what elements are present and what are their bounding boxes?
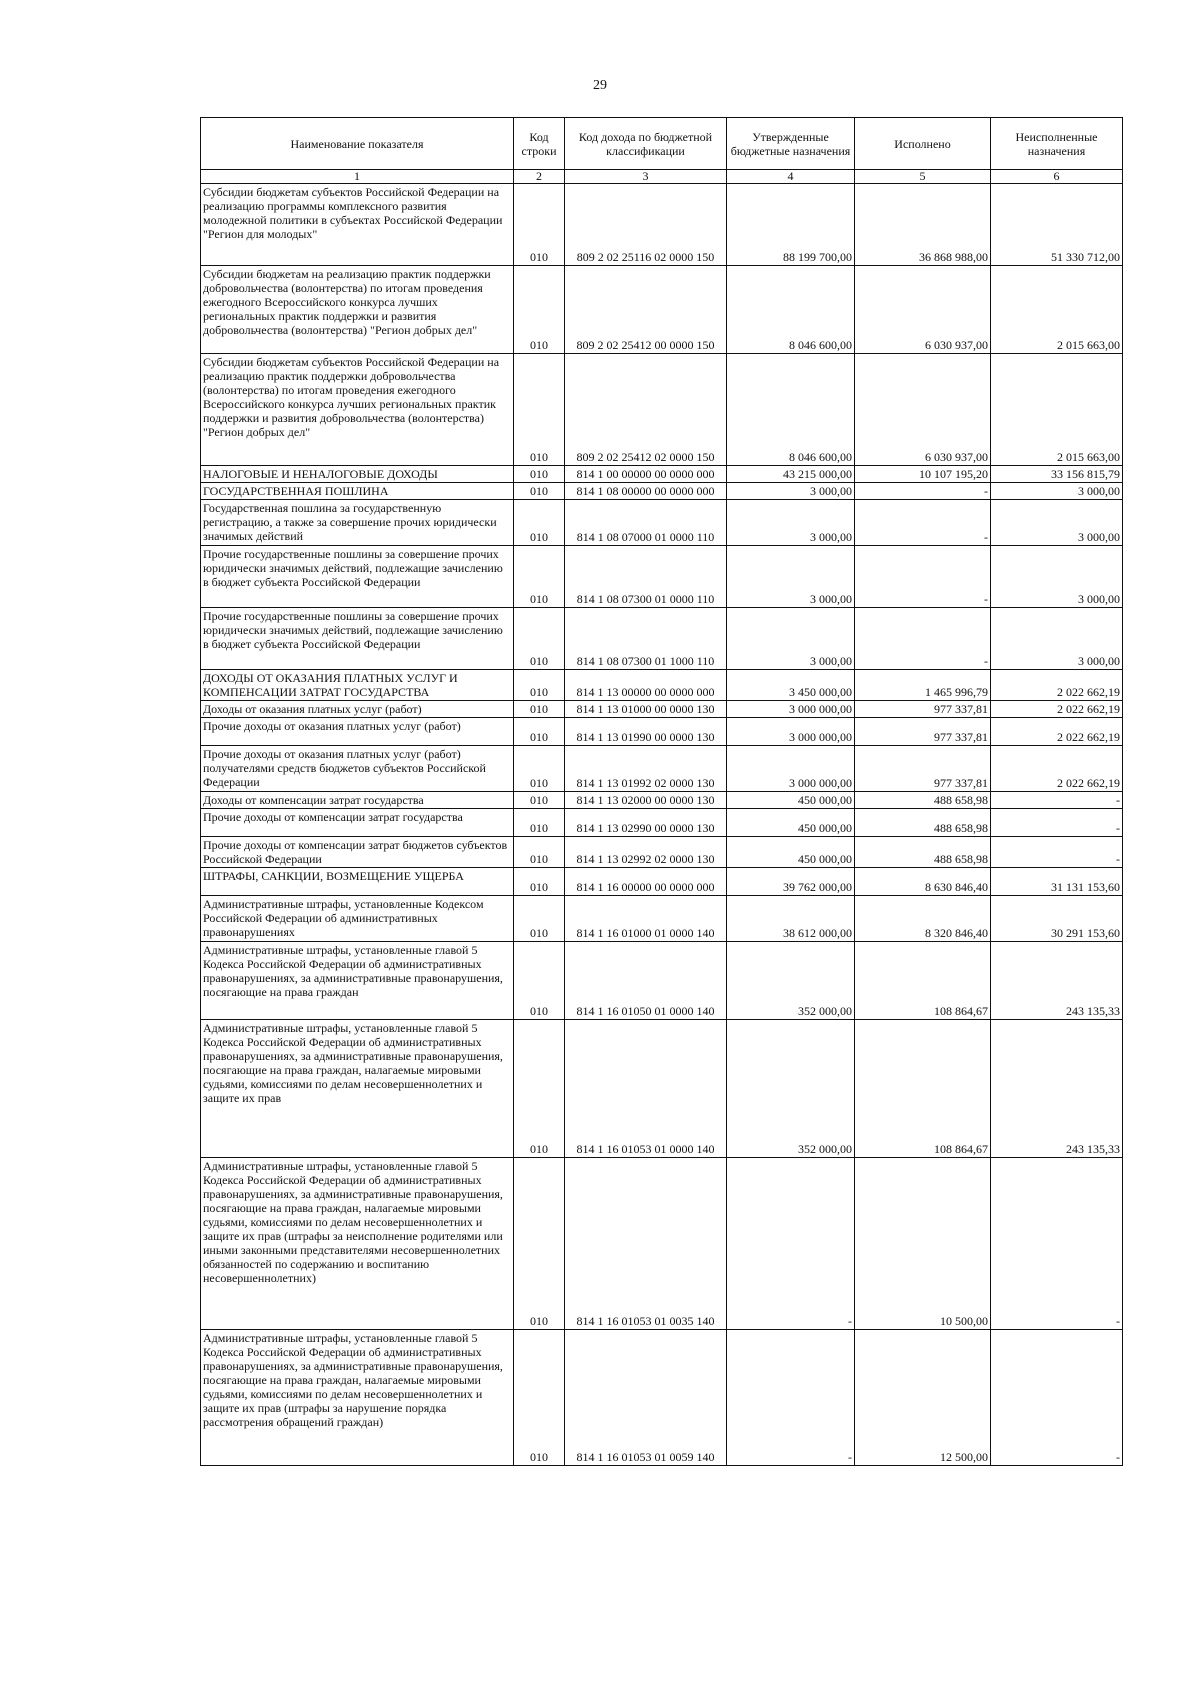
budget-classification-code: 814 1 08 07000 01 0000 110 <box>565 500 727 546</box>
column-number: 4 <box>727 170 855 184</box>
budget-classification-code: 814 1 16 01000 01 0000 140 <box>565 896 727 942</box>
indicator-name: Доходы от компенсации затрат государства <box>201 792 514 809</box>
indicator-name: Прочие государственные пошлины за совершение прочих юридически значимых действий, подлежащие зачислению в бюджет субъекта Российской Федерации <box>201 546 514 608</box>
budget-classification-code: 814 1 08 00000 00 0000 000 <box>565 483 727 500</box>
row-code: 010 <box>514 701 565 718</box>
row-code: 010 <box>514 837 565 868</box>
approved-amount: 39 762 000,00 <box>727 868 855 896</box>
approved-amount: 3 000 000,00 <box>727 701 855 718</box>
budget-classification-code: 814 1 13 00000 00 0000 000 <box>565 670 727 701</box>
executed-amount: - <box>855 483 991 500</box>
approved-amount: 43 215 000,00 <box>727 466 855 483</box>
unexecuted-amount: 2 022 662,19 <box>991 718 1123 746</box>
approved-amount: 3 000,00 <box>727 608 855 670</box>
executed-amount: 488 658,98 <box>855 792 991 809</box>
budget-classification-code: 814 1 16 01053 01 0059 140 <box>565 1330 727 1466</box>
table-row <box>201 746 1123 792</box>
executed-amount: 1 465 996,79 <box>855 670 991 701</box>
table-row <box>201 809 1123 837</box>
approved-amount: 8 046 600,00 <box>727 266 855 354</box>
row-code: 010 <box>514 809 565 837</box>
header-cell: Исполнено <box>855 118 991 170</box>
approved-amount: 450 000,00 <box>727 809 855 837</box>
indicator-name: Административные штрафы, установленные Кодексом Российской Федерации об административных правонарушениях <box>201 896 514 942</box>
row-code: 010 <box>514 184 565 266</box>
executed-amount: 488 658,98 <box>855 837 991 868</box>
indicator-name: ШТРАФЫ, САНКЦИИ, ВОЗМЕЩЕНИЕ УЩЕРБА <box>201 868 514 896</box>
executed-amount: - <box>855 608 991 670</box>
budget-classification-code: 814 1 16 01053 01 0035 140 <box>565 1158 727 1330</box>
executed-amount: 10 500,00 <box>855 1158 991 1330</box>
unexecuted-amount: 2 022 662,19 <box>991 746 1123 792</box>
row-code: 010 <box>514 670 565 701</box>
unexecuted-amount: 3 000,00 <box>991 500 1123 546</box>
row-code: 010 <box>514 466 565 483</box>
row-code: 010 <box>514 1158 565 1330</box>
unexecuted-amount: 2 022 662,19 <box>991 670 1123 701</box>
budget-classification-code: 809 2 02 25412 02 0000 150 <box>565 354 727 466</box>
table-row <box>201 1020 1123 1158</box>
table-row <box>201 608 1123 670</box>
approved-amount: 352 000,00 <box>727 942 855 1020</box>
row-code: 010 <box>514 896 565 942</box>
approved-amount: 88 199 700,00 <box>727 184 855 266</box>
table-body <box>201 184 1123 1466</box>
unexecuted-amount: 3 000,00 <box>991 483 1123 500</box>
row-code: 010 <box>514 942 565 1020</box>
row-code: 010 <box>514 608 565 670</box>
row-code: 010 <box>514 546 565 608</box>
column-number: 5 <box>855 170 991 184</box>
approved-amount: 3 000,00 <box>727 483 855 500</box>
executed-amount: 977 337,81 <box>855 701 991 718</box>
column-number: 1 <box>201 170 514 184</box>
executed-amount: - <box>855 500 991 546</box>
table-row <box>201 896 1123 942</box>
unexecuted-amount: - <box>991 809 1123 837</box>
executed-amount: 977 337,81 <box>855 746 991 792</box>
approved-amount: 3 450 000,00 <box>727 670 855 701</box>
unexecuted-amount: - <box>991 1330 1123 1466</box>
indicator-name: Административные штрафы, установленные главой 5 Кодекса Российской Федерации об административных правонарушениях, за административные правонарушения, посягающие на права граждан, налагаемые мировыми судьями, комиссиями по делам несовершеннолетних и защите их прав <box>201 1020 514 1158</box>
indicator-name: ДОХОДЫ ОТ ОКАЗАНИЯ ПЛАТНЫХ УСЛУГ И КОМПЕНСАЦИИ ЗАТРАТ ГОСУДАРСТВА <box>201 670 514 701</box>
budget-classification-code: 814 1 13 01000 00 0000 130 <box>565 701 727 718</box>
indicator-name: Административные штрафы, установленные главой 5 Кодекса Российской Федерации об административных правонарушениях, за административные правонарушения, посягающие на права граждан, налагаемые мировыми судьями, комиссиями по делам несовершеннолетних и защите их прав (штрафы за неисполнение родителями или иными законными представителями несовершеннолетних обязанностей по содержанию и воспитанию несовершеннолетних) <box>201 1158 514 1330</box>
table-row <box>201 837 1123 868</box>
table-row <box>201 670 1123 701</box>
budget-classification-code: 814 1 16 01050 01 0000 140 <box>565 942 727 1020</box>
unexecuted-amount: 3 000,00 <box>991 546 1123 608</box>
approved-amount: 3 000,00 <box>727 500 855 546</box>
table-row <box>201 718 1123 746</box>
unexecuted-amount: - <box>991 837 1123 868</box>
row-code: 010 <box>514 266 565 354</box>
table-row <box>201 792 1123 809</box>
header-cell: Утвержденные бюджетные назначения <box>727 118 855 170</box>
indicator-name: ГОСУДАРСТВЕННАЯ ПОШЛИНА <box>201 483 514 500</box>
unexecuted-amount: 243 135,33 <box>991 1020 1123 1158</box>
approved-amount: - <box>727 1330 855 1466</box>
approved-amount: 3 000 000,00 <box>727 746 855 792</box>
budget-classification-code: 814 1 08 07300 01 0000 110 <box>565 546 727 608</box>
unexecuted-amount: 33 156 815,79 <box>991 466 1123 483</box>
approved-amount: 38 612 000,00 <box>727 896 855 942</box>
unexecuted-amount: 243 135,33 <box>991 942 1123 1020</box>
header-cell: Неисполненные назначения <box>991 118 1123 170</box>
approved-amount: 8 046 600,00 <box>727 354 855 466</box>
unexecuted-amount: - <box>991 1158 1123 1330</box>
row-code: 010 <box>514 483 565 500</box>
column-number: 3 <box>565 170 727 184</box>
header-cell: Код дохода по бюджетной классификации <box>565 118 727 170</box>
budget-classification-code: 814 1 13 02000 00 0000 130 <box>565 792 727 809</box>
row-code: 010 <box>514 746 565 792</box>
executed-amount: 8 320 846,40 <box>855 896 991 942</box>
unexecuted-amount: 3 000,00 <box>991 608 1123 670</box>
budget-classification-code: 814 1 13 01990 00 0000 130 <box>565 718 727 746</box>
table-row <box>201 546 1123 608</box>
table-row <box>201 184 1123 266</box>
budget-classification-code: 814 1 16 00000 00 0000 000 <box>565 868 727 896</box>
budget-classification-code: 814 1 00 00000 00 0000 000 <box>565 466 727 483</box>
budget-classification-code: 814 1 13 02990 00 0000 130 <box>565 809 727 837</box>
header-cell: Код строки <box>514 118 565 170</box>
table-row <box>201 266 1123 354</box>
row-code: 010 <box>514 1330 565 1466</box>
unexecuted-amount: 51 330 712,00 <box>991 184 1123 266</box>
table-row <box>201 466 1123 483</box>
approved-amount: 450 000,00 <box>727 792 855 809</box>
column-number-row <box>201 170 1123 184</box>
table-row <box>201 1330 1123 1466</box>
column-number: 6 <box>991 170 1123 184</box>
unexecuted-amount: - <box>991 792 1123 809</box>
budget-classification-code: 814 1 08 07300 01 1000 110 <box>565 608 727 670</box>
indicator-name: Субсидии бюджетам на реализацию практик поддержки добровольчества (волонтерства) по итогам проведения ежегодного Всероссийского конкурса лучших региональных практик поддержки и развития добровольчества (волонтерства) "Регион добрых дел" <box>201 266 514 354</box>
budget-classification-code: 809 2 02 25412 00 0000 150 <box>565 266 727 354</box>
indicator-name: Прочие доходы от оказания платных услуг (работ) получателями средств бюджетов субъектов Российской Федерации <box>201 746 514 792</box>
executed-amount: 8 630 846,40 <box>855 868 991 896</box>
budget-classification-code: 814 1 13 01992 02 0000 130 <box>565 746 727 792</box>
executed-amount: 108 864,67 <box>855 942 991 1020</box>
row-code: 010 <box>514 718 565 746</box>
budget-classification-code: 814 1 13 02992 02 0000 130 <box>565 837 727 868</box>
approved-amount: 3 000,00 <box>727 546 855 608</box>
indicator-name: Субсидии бюджетам субъектов Российской Федерации на реализацию программы комплексного развития молодежной политики в субъектах Российской Федерации "Регион для молодых" <box>201 184 514 266</box>
unexecuted-amount: 31 131 153,60 <box>991 868 1123 896</box>
header-row <box>201 118 1123 170</box>
column-number: 2 <box>514 170 565 184</box>
budget-classification-code: 814 1 16 01053 01 0000 140 <box>565 1020 727 1158</box>
indicator-name: Государственная пошлина за государственную регистрацию, а также за совершение прочих юридически значимых действий <box>201 500 514 546</box>
indicator-name: Прочие доходы от компенсации затрат государства <box>201 809 514 837</box>
budget-classification-code: 809 2 02 25116 02 0000 150 <box>565 184 727 266</box>
executed-amount: 108 864,67 <box>855 1020 991 1158</box>
approved-amount: 3 000 000,00 <box>727 718 855 746</box>
row-code: 010 <box>514 1020 565 1158</box>
row-code: 010 <box>514 354 565 466</box>
table-row <box>201 1158 1123 1330</box>
indicator-name: Прочие доходы от компенсации затрат бюджетов субъектов Российской Федерации <box>201 837 514 868</box>
executed-amount: 10 107 195,20 <box>855 466 991 483</box>
revenue-report-table <box>200 117 1123 1466</box>
approved-amount: 352 000,00 <box>727 1020 855 1158</box>
indicator-name: Административные штрафы, установленные главой 5 Кодекса Российской Федерации об административных правонарушениях, за административные правонарушения, посягающие на права граждан <box>201 942 514 1020</box>
executed-amount: 488 658,98 <box>855 809 991 837</box>
executed-amount: 36 868 988,00 <box>855 184 991 266</box>
table-row <box>201 354 1123 466</box>
table-row <box>201 868 1123 896</box>
indicator-name: Прочие доходы от оказания платных услуг (работ) <box>201 718 514 746</box>
indicator-name: Прочие государственные пошлины за совершение прочих юридически значимых действий, подлежащие зачислению в бюджет субъекта Российской Федерации <box>201 608 514 670</box>
page-number: 29 <box>593 78 607 93</box>
indicator-name: НАЛОГОВЫЕ И НЕНАЛОГОВЫЕ ДОХОДЫ <box>201 466 514 483</box>
header-cell: Наименование показателя <box>201 118 514 170</box>
executed-amount: 6 030 937,00 <box>855 354 991 466</box>
table-row <box>201 942 1123 1020</box>
executed-amount: 977 337,81 <box>855 718 991 746</box>
unexecuted-amount: 30 291 153,60 <box>991 896 1123 942</box>
approved-amount: - <box>727 1158 855 1330</box>
executed-amount: - <box>855 546 991 608</box>
unexecuted-amount: 2 015 663,00 <box>991 354 1123 466</box>
row-code: 010 <box>514 868 565 896</box>
row-code: 010 <box>514 500 565 546</box>
approved-amount: 450 000,00 <box>727 837 855 868</box>
indicator-name: Административные штрафы, установленные главой 5 Кодекса Российской Федерации об административных правонарушениях, за административные правонарушения, посягающие на права граждан, налагаемые мировыми судьями, комиссиями по делам несовершеннолетних и защите их прав (штрафы за нарушение порядка рассмотрения обращений граждан) <box>201 1330 514 1466</box>
table-row <box>201 701 1123 718</box>
table-row <box>201 500 1123 546</box>
executed-amount: 6 030 937,00 <box>855 266 991 354</box>
row-code: 010 <box>514 792 565 809</box>
indicator-name: Доходы от оказания платных услуг (работ) <box>201 701 514 718</box>
table-row <box>201 483 1123 500</box>
unexecuted-amount: 2 022 662,19 <box>991 701 1123 718</box>
executed-amount: 12 500,00 <box>855 1330 991 1466</box>
indicator-name: Субсидии бюджетам субъектов Российской Федерации на реализацию практик поддержки добровольчества (волонтерства) по итогам проведения ежегодного Всероссийского конкурса лучших региональных практик поддержки и развития добровольчества (волонтерства) "Регион добрых дел" <box>201 354 514 466</box>
unexecuted-amount: 2 015 663,00 <box>991 266 1123 354</box>
